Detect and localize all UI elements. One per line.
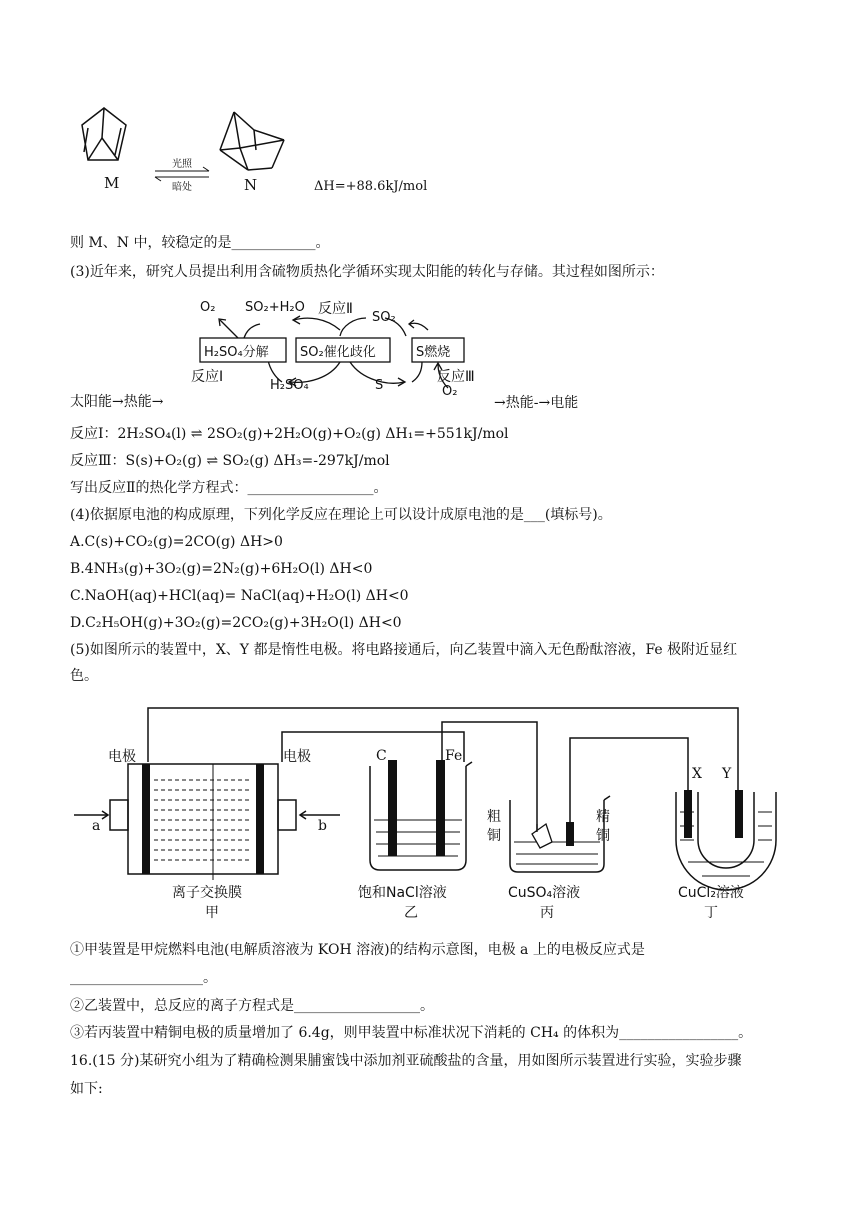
option-b: B.4NH₃(g)+3O₂(g)=2N₂(g)+6H₂O(l) ΔH<0 — [70, 561, 373, 577]
cycle-reaction-1: 反应Ⅰ — [191, 369, 224, 385]
apparatus-cu-fine: 精 铜 — [596, 809, 610, 844]
cycle-o2-bottom: O₂ — [442, 384, 458, 399]
cycle-left-text: 太阳能→热能→ — [70, 394, 164, 410]
apparatus-electrode-left: 电极 — [108, 749, 136, 765]
apparatus-cucl2: CuCl₂溶液 — [678, 885, 744, 901]
apparatus-label-x: X — [692, 766, 702, 782]
option-c: C.NaOH(aq)+HCl(aq)= NaCl(aq)+H₂O(l) ΔH<0 — [70, 588, 409, 604]
arrow-label-light: 光照 — [172, 159, 192, 170]
reaction-1-equation: 反应Ⅰ：2H₂SO₄(l) ⇌ 2SO₂(g)+2H₂O(g)+O₂(g) ΔH₁=+551kJ/mol — [70, 426, 509, 442]
cycle-so2-h2o: SO₂+H₂O — [245, 300, 305, 315]
cycle-box-s-burn: S燃烧 — [416, 345, 451, 360]
cycle-s: S — [375, 378, 384, 393]
apparatus-label-a: a — [92, 818, 101, 834]
delta-h-mn: ΔH=+88.6kJ/mol — [314, 179, 428, 194]
cycle-so2-right: SO₂ — [372, 310, 396, 325]
apparatus-electrode-right: 电极 — [283, 749, 311, 765]
apparatus-yi: 乙 — [404, 905, 418, 921]
question-3-intro: (3)近年来，研究人员提出利用含硫物质热化学循环实现太阳能的转化与存储。其过程如图所示： — [70, 264, 664, 280]
molecule-n — [212, 108, 292, 174]
question-4: (4)依据原电池的构成原理，下列化学反应在理论上可以设计成原电池的是___(填标号)。 — [70, 507, 612, 523]
question-5-line-2: 色。 — [70, 668, 98, 684]
question-stable: 则 M、N 中，较稳定的是____________。 — [70, 235, 330, 251]
reaction-3-equation: 反应Ⅲ：S(s)+O₂(g) ⇌ SO₂(g) ΔH₃=-297kJ/mol — [70, 453, 390, 469]
arrow-label-dark: 暗处 — [172, 182, 192, 193]
apparatus-label-y: Y — [722, 766, 732, 782]
sub-question-1-line-1: ①甲装置是甲烷燃料电池(电解质溶液为 KOH 溶液)的结构示意图，电极 a 上的电极反应式是 — [70, 942, 645, 958]
apparatus-cuso4: CuSO₄溶液 — [508, 885, 581, 901]
apparatus-label-b: b — [318, 818, 327, 834]
cycle-box-so2-dispro: SO₂催化歧化 — [300, 345, 376, 360]
apparatus-label-fe: Fe — [445, 748, 463, 764]
apparatus-cu-rough: 粗 铜 — [487, 809, 501, 844]
cycle-reaction-3: 反应Ⅲ — [437, 369, 475, 385]
question-16-line-2: 如下: — [70, 1081, 103, 1097]
sub-question-2: ②乙装置中，总反应的离子方程式是__________________。 — [70, 998, 434, 1014]
apparatus-bing: 丙 — [540, 905, 554, 921]
molecule-m — [70, 100, 160, 172]
question-5-line-1: (5)如图所示的装置中，X、Y 都是惰性电极。将电路接通后，向乙装置中滴入无色酚酞溶液，Fe 极附近显红 — [70, 642, 738, 658]
apparatus-membrane: 离子交换膜 — [172, 885, 242, 901]
apparatus-nacl: 饱和NaCl溶液 — [358, 885, 447, 901]
label-n: N — [244, 176, 258, 194]
cycle-h2so4: H₂SO₄ — [270, 378, 309, 393]
apparatus-jia: 甲 — [205, 905, 219, 921]
cycle-right-text: →热能-→电能 — [494, 395, 579, 411]
label-m: M — [104, 174, 120, 192]
question-16-line-1: 16.(15 分)某研究小组为了精确检测果脯蜜饯中添加剂亚硫酸盐的含量，用如图所示装置进行实验，实验步骤 — [70, 1053, 742, 1069]
sub-question-3: ③若丙装置中精铜电极的质量增加了 6.4g，则甲装置中标准状况下消耗的 CH₄ 的体积为_________________。 — [70, 1025, 753, 1041]
question-reaction-2: 写出反应Ⅱ的热化学方程式：__________________。 — [70, 480, 388, 496]
cycle-reaction-2: 反应Ⅱ — [318, 301, 353, 317]
option-d: D.C₂H₅OH(g)+3O₂(g)=2CO₂(g)+3H₂O(l) ΔH<0 — [70, 615, 402, 631]
apparatus-label-c: C — [376, 748, 387, 764]
option-a: A.C(s)+CO₂(g)=2CO(g) ΔH>0 — [70, 534, 283, 550]
cycle-box-h2so4-decomp: H₂SO₄分解 — [204, 345, 269, 360]
sub-question-1-line-2: ___________________。 — [70, 970, 217, 986]
apparatus-ding: 丁 — [704, 905, 718, 921]
cycle-o2-top: O₂ — [200, 300, 216, 315]
